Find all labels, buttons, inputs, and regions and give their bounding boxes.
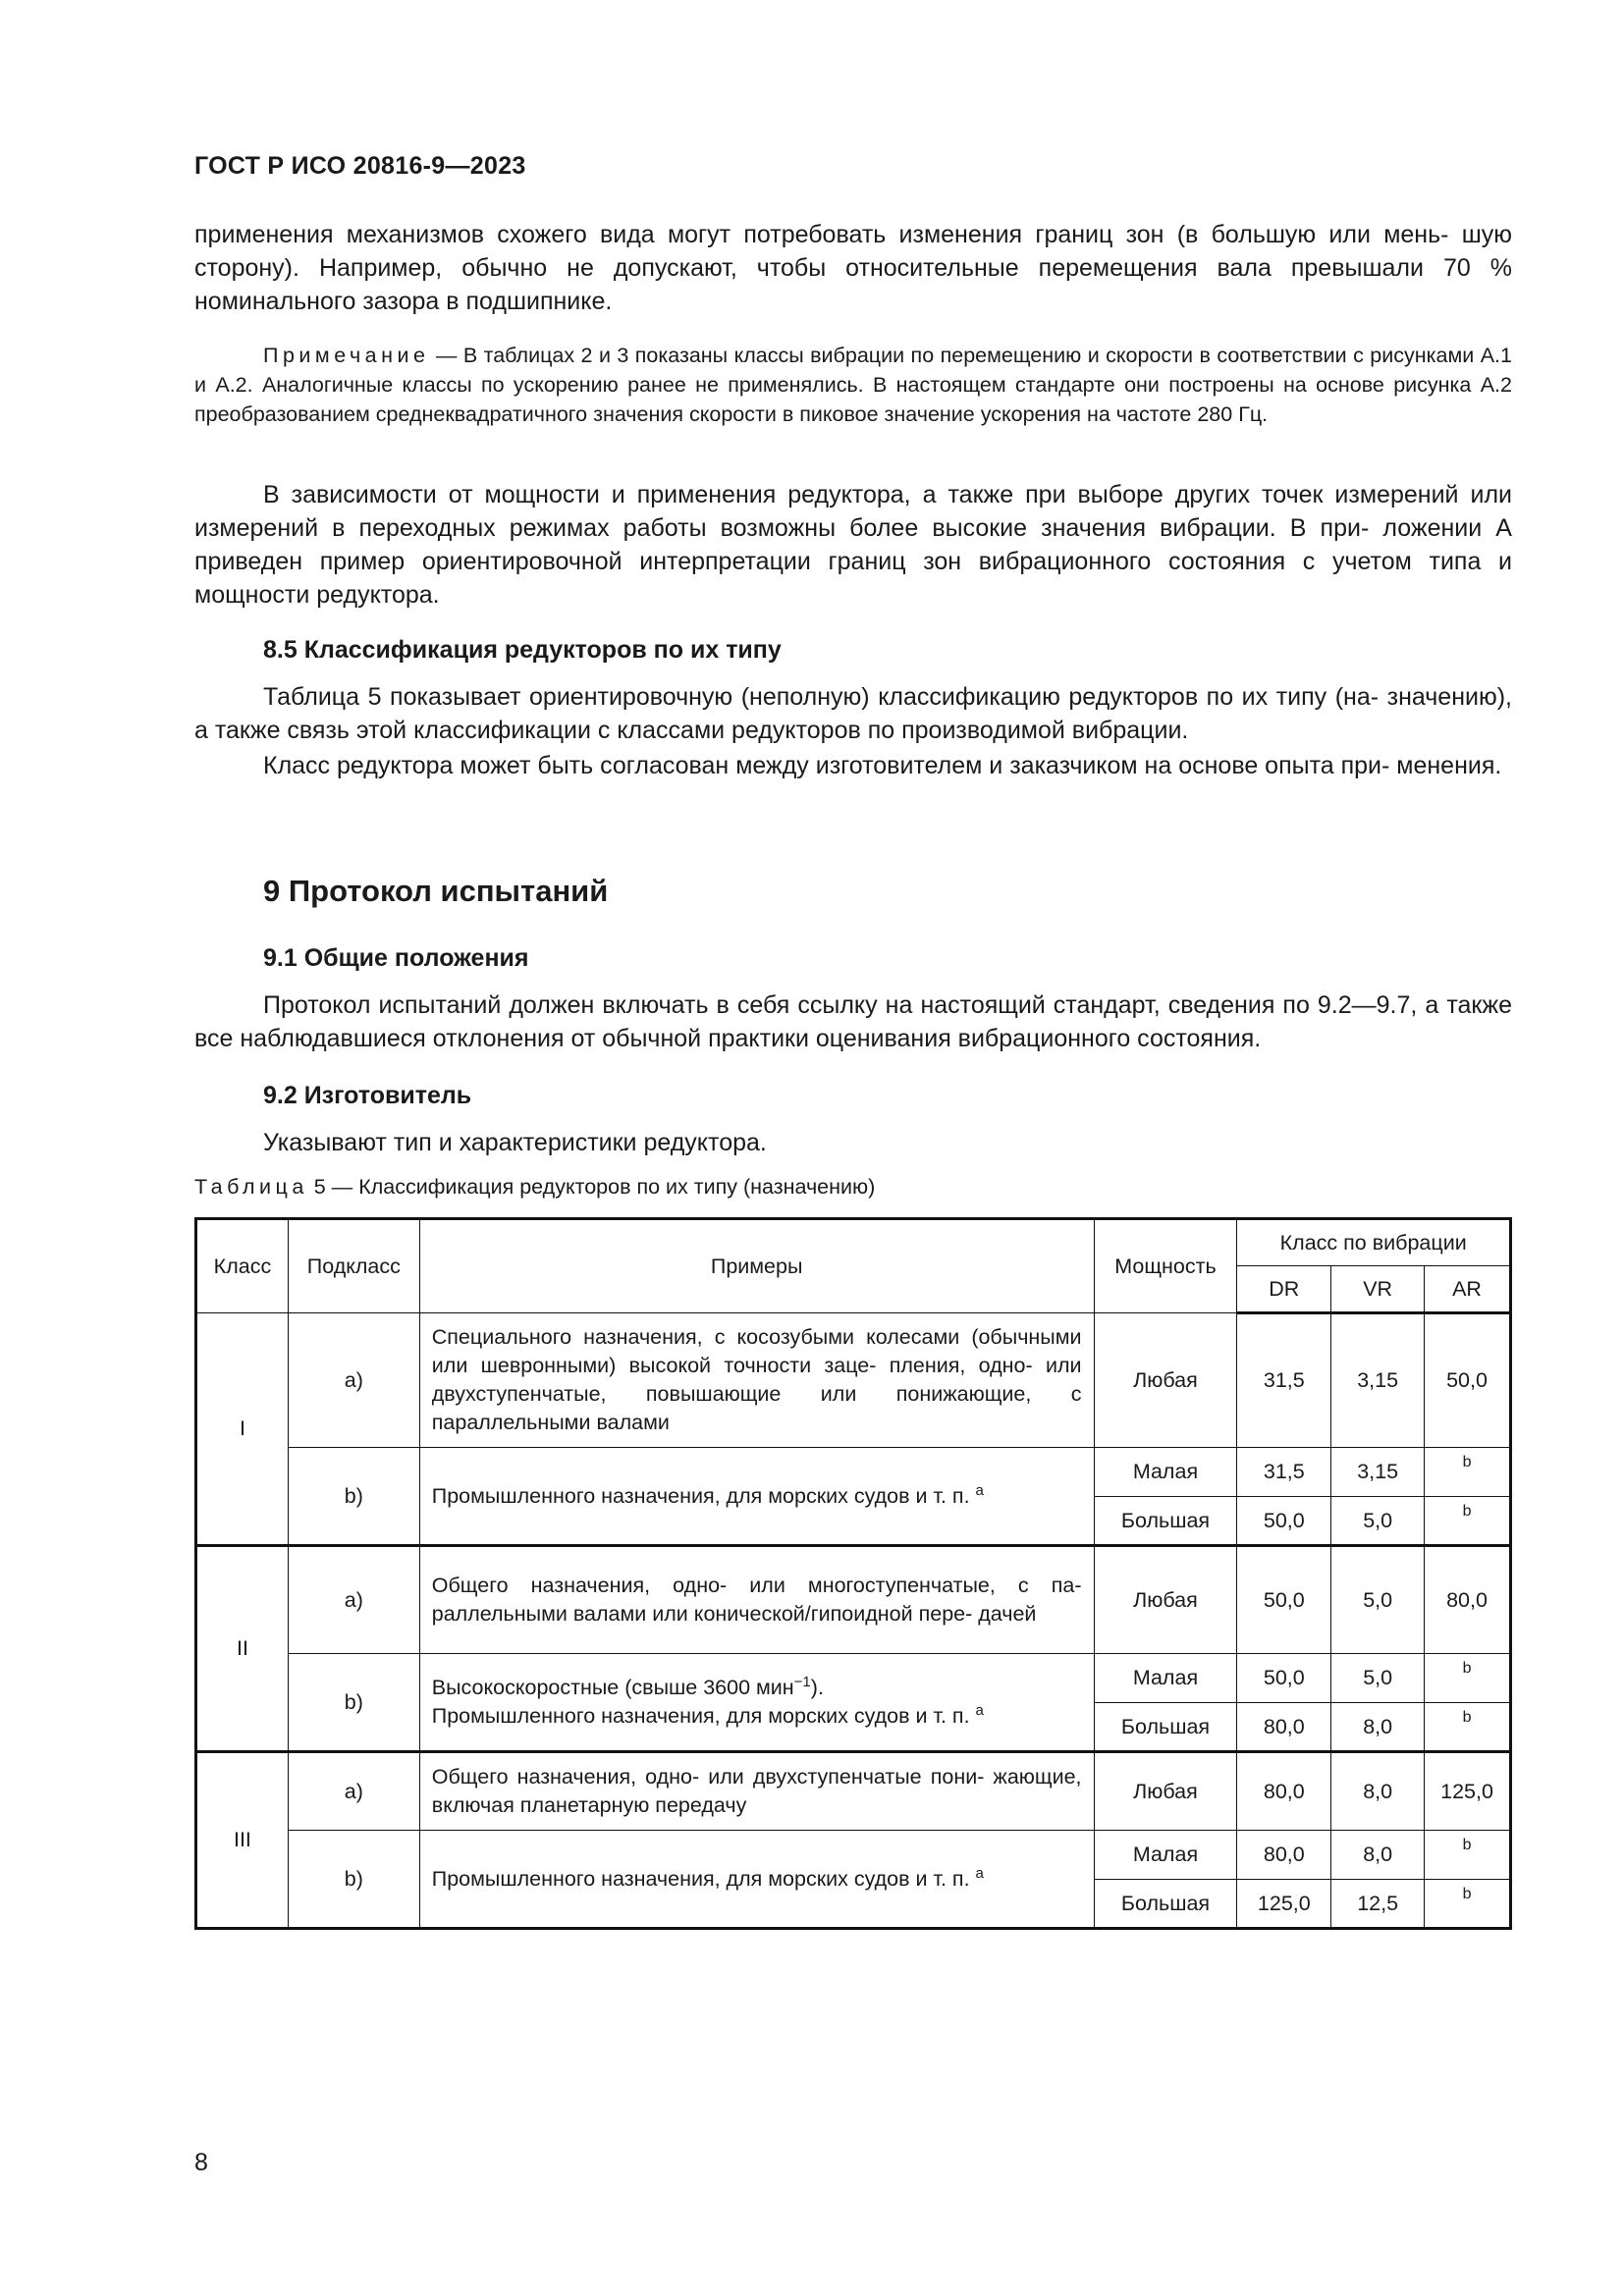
- examples-text: Промышленного назначения, для морских судов и т. п.: [431, 1483, 970, 1508]
- cell-subclass: b): [288, 1448, 419, 1546]
- cell-power: Любая: [1094, 1546, 1237, 1654]
- examples-text-line1: Высокоскоростные (свыше 3600 мин: [431, 1676, 794, 1699]
- header-class: Класс: [196, 1219, 289, 1313]
- section-heading-8-5: [194, 636, 1512, 665]
- caption-text: 5 — Классификация редукторов по их типу (назначению): [307, 1175, 876, 1199]
- paragraph-table5-intro: [194, 680, 1512, 747]
- cell-examples: Специального назначения, с косозубыми колесами (обычными или шевронными) высокой точности заце- пления, одно- или двухступенчатые, повышающие или понижающие, с параллельными валами: [419, 1313, 1094, 1448]
- cell-power: Большая: [1094, 1703, 1237, 1752]
- cell-vr: 5,0: [1331, 1497, 1425, 1546]
- cell-ar-footnote: b: [1425, 1497, 1511, 1546]
- header-vibration-class: Класс по вибрации: [1237, 1219, 1511, 1266]
- paragraph-test-report: [194, 988, 1512, 1055]
- cell-vr: 5,0: [1331, 1546, 1425, 1654]
- paragraph-class-agreement: [194, 749, 1512, 782]
- cell-examples: Общего назначения, одно- или многоступенчатые, с па- раллельными валами или конической/гипоидной пере- дачей: [419, 1546, 1094, 1654]
- page-number: 8: [194, 2149, 208, 2176]
- header-examples: Примеры: [419, 1219, 1094, 1313]
- cell-power: Малая: [1094, 1654, 1237, 1703]
- cell-dr: 31,5: [1237, 1448, 1331, 1497]
- cell-vr: 5,0: [1331, 1654, 1425, 1703]
- table-row: [196, 1448, 1511, 1497]
- table-row: [196, 1752, 1511, 1831]
- cell-examples: [419, 1654, 1094, 1752]
- cell-class: I: [196, 1313, 289, 1546]
- cell-power: Малая: [1094, 1448, 1237, 1497]
- heading-text: 9.1 Общие положения: [263, 944, 529, 972]
- paragraph-text: Класс редуктора может быть согласован между изготовителем и заказчиком на основе опыта при- менения.: [263, 752, 1502, 779]
- header-power: Мощность: [1094, 1219, 1237, 1313]
- cell-dr: 50,0: [1237, 1546, 1331, 1654]
- caption-label: Таблица: [194, 1175, 308, 1199]
- cell-vr: 12,5: [1331, 1880, 1425, 1929]
- section-heading-9: [194, 874, 1512, 909]
- cell-subclass: a): [288, 1752, 419, 1831]
- cell-class: II: [196, 1546, 289, 1752]
- cell-ar-footnote: b: [1425, 1880, 1511, 1929]
- cell-ar: 80,0: [1425, 1546, 1511, 1654]
- cell-dr: 31,5: [1237, 1313, 1331, 1448]
- cell-dr: 50,0: [1237, 1654, 1331, 1703]
- cell-examples: [419, 1831, 1094, 1929]
- cell-ar-footnote: b: [1425, 1703, 1511, 1752]
- cell-power: Малая: [1094, 1831, 1237, 1880]
- header-subclass: Подкласс: [288, 1219, 419, 1313]
- header-dr: DR: [1237, 1266, 1331, 1313]
- paragraph-text: В зависимости от мощности и применения редуктора, а также при выборе других точек измерений или измерений в переходных режимах работы возможны более высокие значения вибрации. В при- ложении А приведен пример ориентировочной интерпретации границ зон вибрационного состояния с учетом типа и мощности редуктора.: [194, 481, 1512, 609]
- cell-dr: 125,0: [1237, 1880, 1331, 1929]
- note-label: Примечание: [263, 344, 430, 367]
- cell-examples: Общего назначения, одно- или двухступенчатые пони- жающие, включая планетарную передачу: [419, 1752, 1094, 1831]
- cell-ar-footnote: b: [1425, 1448, 1511, 1497]
- table-row: [196, 1546, 1511, 1654]
- footnote-mark: a: [975, 1481, 984, 1499]
- section-heading-9-2: [194, 1082, 1512, 1110]
- cell-power: Большая: [1094, 1880, 1237, 1929]
- table-row: [196, 1654, 1511, 1703]
- note-text: — В таблицах 2 и 3 показаны классы вибрации по перемещению и скорости в соответствии с рисунками А.1 и А.2. Аналогичные классы по ускорению ранее не применялись. В настоящем стандарте они построены на основе рисунка А.2 преобразованием среднеквадратичного значения скорости в пиковое значение ускорения на частоте 280 Гц.: [194, 344, 1512, 426]
- header-vr: VR: [1331, 1266, 1425, 1313]
- heading-text: 8.5 Классификация редукторов по их типу: [263, 636, 782, 664]
- cell-vr: 8,0: [1331, 1703, 1425, 1752]
- cell-vr: 8,0: [1331, 1752, 1425, 1831]
- cell-subclass: a): [288, 1546, 419, 1654]
- cell-subclass: b): [288, 1654, 419, 1752]
- table-caption: [194, 1175, 875, 1200]
- paragraph-power-dependence: [194, 478, 1512, 612]
- cell-power: Любая: [1094, 1752, 1237, 1831]
- cell-power: Любая: [1094, 1313, 1237, 1448]
- examples-text: Промышленного назначения, для морских судов и т. п.: [431, 1866, 970, 1891]
- cell-dr: 50,0: [1237, 1497, 1331, 1546]
- cell-power: Большая: [1094, 1497, 1237, 1546]
- cell-ar-footnote: b: [1425, 1654, 1511, 1703]
- cell-ar-footnote: b: [1425, 1831, 1511, 1880]
- heading-text: 9 Протокол испытаний: [263, 874, 609, 908]
- cell-vr: 3,15: [1331, 1313, 1425, 1448]
- cell-vr: 3,15: [1331, 1448, 1425, 1497]
- cell-ar: 50,0: [1425, 1313, 1511, 1448]
- header-ar: AR: [1425, 1266, 1511, 1313]
- table-row: [196, 1313, 1511, 1448]
- cell-vr: 8,0: [1331, 1831, 1425, 1880]
- document-header: ГОСТ Р ИСО 20816-9—2023: [194, 152, 526, 180]
- cell-dr: 80,0: [1237, 1752, 1331, 1831]
- table-row: [196, 1831, 1511, 1880]
- footnote-mark: a: [975, 1864, 984, 1882]
- cell-subclass: a): [288, 1313, 419, 1448]
- paragraph-text: Указывают тип и характеристики редуктора.: [263, 1129, 767, 1156]
- cell-subclass: b): [288, 1831, 419, 1929]
- gearbox-classification-table: [194, 1217, 1512, 1930]
- examples-text-line1-end: ).: [810, 1676, 824, 1699]
- cell-ar: 125,0: [1425, 1752, 1511, 1831]
- paragraph-continuation: [194, 218, 1512, 318]
- heading-text: 9.2 Изготовитель: [263, 1082, 472, 1109]
- paragraph-text: применения механизмов схожего вида могут потребовать изменения границ зон (в большую или мень- шую сторону). Например, обычно не допускают, чтобы относительные перемещения вала превышали 70 % номинального зазора в подшипнике.: [194, 221, 1512, 315]
- paragraph-manufacturer: [194, 1126, 1512, 1159]
- examples-text-line2: Промышленного назначения, для морских судов и т. п.: [431, 1704, 970, 1728]
- paragraph-text: Протокол испытаний должен включать в себя ссылку на настоящий стандарт, сведения по 9.2—9.7, а также все наблюдавшиеся отклонения от обычной практики оценивания вибрационного состояния.: [194, 991, 1512, 1052]
- superscript-exponent: −1: [793, 1673, 811, 1690]
- footnote-mark: a: [975, 1701, 984, 1719]
- cell-dr: 80,0: [1237, 1703, 1331, 1752]
- paragraph-text: Таблица 5 показывает ориентировочную (неполную) классификацию редукторов по их типу (на- значению), а также связь этой классификации с классами редукторов по производимой вибрации.: [194, 683, 1512, 744]
- cell-class: III: [196, 1752, 289, 1929]
- note-paragraph: [194, 341, 1512, 429]
- note-block: [194, 341, 1512, 429]
- cell-examples: [419, 1448, 1094, 1546]
- cell-dr: 80,0: [1237, 1831, 1331, 1880]
- section-heading-9-1: [194, 944, 1512, 973]
